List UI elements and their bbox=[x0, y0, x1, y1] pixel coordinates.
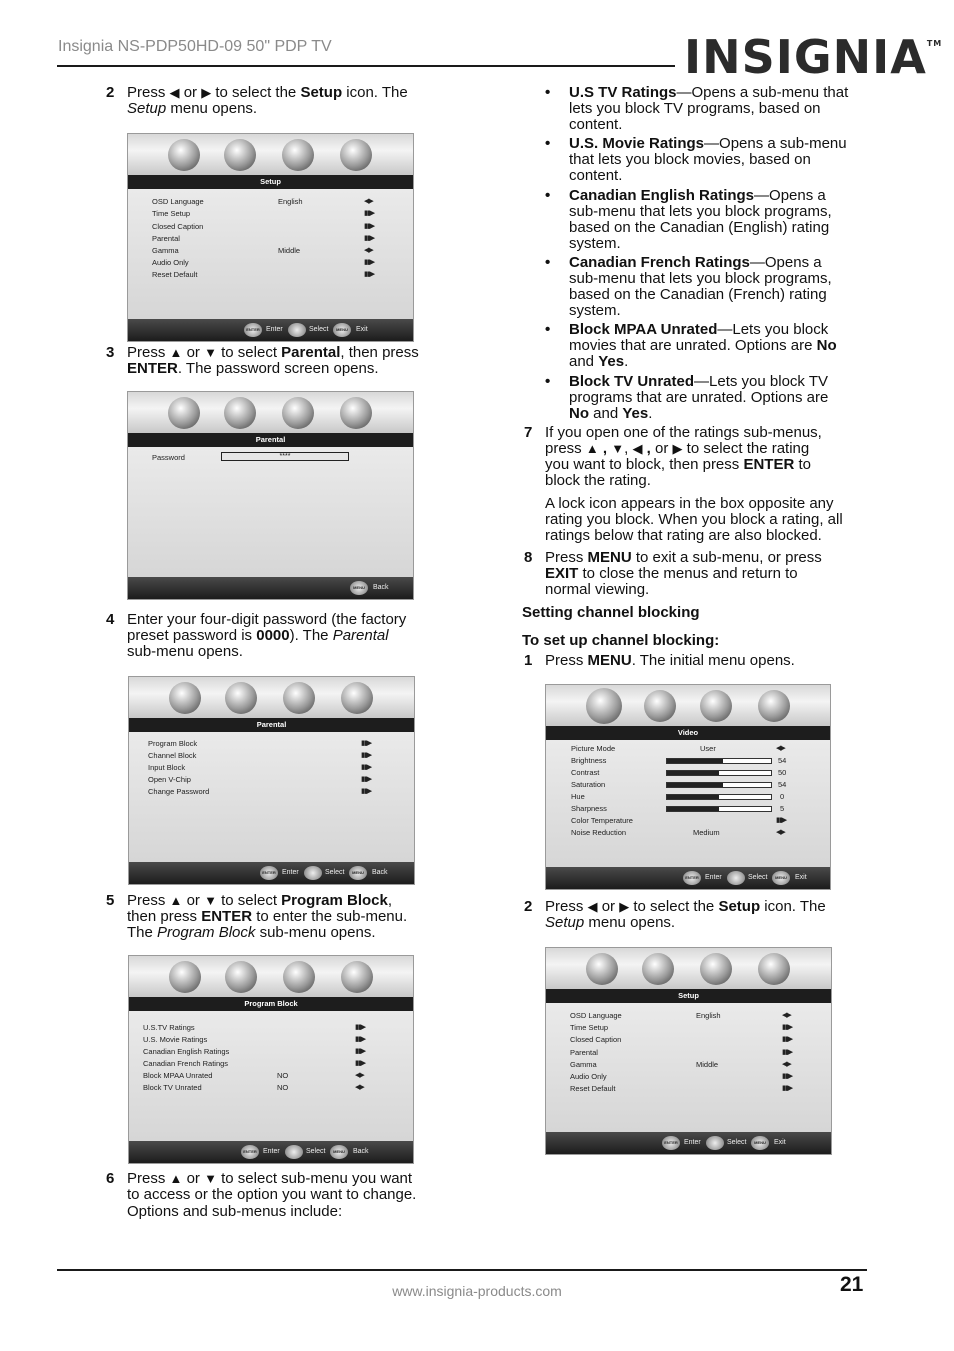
dpad-icon bbox=[706, 1136, 724, 1150]
menu-footer: ENTER Enter Select MENU Exit bbox=[128, 319, 413, 341]
up-arrow-icon: ▲ bbox=[169, 893, 183, 908]
left-right-arrows-icon: ◀▶ bbox=[782, 1012, 791, 1019]
menu-icon-strip bbox=[128, 134, 413, 175]
menu-value: 0 bbox=[780, 792, 785, 801]
right-arrow-icon: ▶ bbox=[672, 441, 683, 456]
menu-footer: ENTER Enter Select MENU Back bbox=[129, 1141, 413, 1163]
step-7-block-rating: 7 If you open one of the ratings sub-menus, press ▲ , ▼, ◀ , or ▶ to select the rating you want to block, then press ENTER to block the rating. A lock icon appears in the box opposite any rating you block. When you block a rating, all ratings below that rating are also blocked. bbox=[524, 424, 843, 544]
submenu-arrow-icon: ▮▮▶ bbox=[364, 271, 375, 278]
bullet-us-movie-ratings: • U.S. Movie Ratings—Opens a sub-menu that lets you block movies, based on content. bbox=[545, 135, 847, 184]
menu-value: 50 bbox=[778, 768, 787, 777]
menu-row: Gamma bbox=[570, 1060, 597, 1069]
step-2-setup: 2 Press ◀ or ▶ to select the Setup icon. The Setup menu opens. bbox=[106, 84, 408, 117]
menu-row: Picture Mode bbox=[571, 744, 616, 753]
menu-row: Input Block bbox=[148, 763, 186, 772]
program-block-menu-screenshot bbox=[128, 955, 414, 1164]
menu-footer: ENTER Enter Select MENU Exit bbox=[546, 1132, 831, 1154]
left-right-arrows-icon: ◀▶ bbox=[364, 247, 373, 254]
left-right-arrows-icon: ◀▶ bbox=[776, 829, 785, 836]
menu-title: Parental bbox=[129, 718, 414, 732]
menu-value: Middle bbox=[278, 246, 301, 255]
menu-value: NO bbox=[277, 1071, 289, 1080]
password-label: Password bbox=[152, 453, 185, 462]
setup-icon bbox=[340, 139, 372, 171]
setup-icon bbox=[341, 961, 373, 993]
menu-row: Reset Default bbox=[570, 1084, 616, 1093]
menu-button-icon: MENU bbox=[350, 581, 368, 595]
submenu-arrow-icon: ▮▮▶ bbox=[361, 752, 372, 759]
audio-icon bbox=[642, 953, 674, 985]
channel-icon bbox=[283, 961, 315, 993]
audio-icon bbox=[644, 690, 676, 722]
menu-row: Program Block bbox=[148, 739, 198, 748]
menu-row: Change Password bbox=[148, 787, 210, 796]
video-icon bbox=[586, 953, 618, 985]
section-heading: Setting channel blocking bbox=[522, 604, 700, 621]
setup-icon bbox=[758, 690, 790, 722]
video-icon bbox=[586, 688, 622, 724]
up-arrow-icon: ▲ bbox=[169, 1171, 183, 1186]
right-arrow-icon: ▶ bbox=[619, 899, 630, 914]
menu-value: English bbox=[278, 197, 303, 206]
menu-title: Video bbox=[546, 726, 830, 740]
submenu-arrow-icon: ▮▮▶ bbox=[361, 764, 372, 771]
down-arrow-icon: ▼ bbox=[611, 441, 625, 456]
channel-icon bbox=[700, 953, 732, 985]
video-icon bbox=[169, 682, 201, 714]
menu-row: Block TV Unrated bbox=[143, 1083, 202, 1092]
menu-row: Closed Caption bbox=[570, 1035, 622, 1044]
channel-icon bbox=[283, 682, 315, 714]
left-right-arrows-icon: ◀▶ bbox=[782, 1061, 791, 1068]
menu-row: Contrast bbox=[571, 768, 600, 777]
submenu-arrow-icon: ▮▮▶ bbox=[782, 1049, 793, 1056]
menu-icon-strip bbox=[546, 948, 831, 989]
brightness-slider[interactable] bbox=[666, 758, 772, 764]
enter-button-icon: ENTER bbox=[683, 871, 701, 885]
left-right-arrows-icon: ◀▶ bbox=[776, 745, 785, 752]
left-arrow-icon: ◀ bbox=[632, 441, 643, 456]
down-arrow-icon: ▼ bbox=[204, 893, 217, 908]
menu-footer: ENTER Enter Select MENU Back bbox=[129, 862, 414, 884]
submenu-arrow-icon: ▮▮▶ bbox=[782, 1073, 793, 1080]
menu-row: Parental bbox=[152, 234, 180, 243]
menu-value: 54 bbox=[778, 756, 787, 765]
setup-icon bbox=[758, 953, 790, 985]
menu-row: Open V-Chip bbox=[148, 775, 191, 784]
submenu-arrow-icon: ▮▮▶ bbox=[364, 210, 375, 217]
footer-rule bbox=[57, 1269, 867, 1271]
video-icon bbox=[168, 139, 200, 171]
setup-menu-screenshot-right bbox=[545, 947, 832, 1155]
left-right-arrows-icon: ◀▶ bbox=[355, 1084, 364, 1091]
menu-icon-strip bbox=[546, 685, 830, 726]
menu-row: Noise Reduction bbox=[571, 828, 627, 837]
step-1-menu: 1 Press MENU. The initial menu opens. bbox=[524, 652, 795, 669]
menu-row: Gamma bbox=[152, 246, 179, 255]
down-arrow-icon: ▼ bbox=[204, 345, 217, 360]
submenu-arrow-icon: ▮▮▶ bbox=[361, 740, 372, 747]
left-arrow-icon: ◀ bbox=[587, 899, 598, 914]
menu-footer: ENTER Enter Select MENU Exit bbox=[546, 867, 830, 889]
channel-icon bbox=[700, 690, 732, 722]
menu-value: Middle bbox=[696, 1060, 719, 1069]
submenu-arrow-icon: ▮▮▶ bbox=[782, 1085, 793, 1092]
menu-row: Closed Caption bbox=[152, 222, 204, 231]
up-arrow-icon: ▲ bbox=[169, 345, 183, 360]
running-header: Insignia NS-PDP50HD-09 50" PDP TV bbox=[58, 38, 332, 55]
menu-row: Parental bbox=[570, 1048, 598, 1057]
dpad-icon bbox=[727, 871, 745, 885]
menu-button-icon: MENU bbox=[330, 1145, 348, 1159]
menu-row: Color Temperature bbox=[571, 816, 633, 825]
menu-value: English bbox=[696, 1011, 721, 1020]
menu-row: U.S.TV Ratings bbox=[143, 1023, 195, 1032]
menu-row: Canadian English Ratings bbox=[143, 1047, 230, 1056]
submenu-arrow-icon: ▮▮▶ bbox=[364, 235, 375, 242]
submenu-arrow-icon: ▮▮▶ bbox=[355, 1048, 366, 1055]
insignia-logo: INSIGNIA™ bbox=[684, 30, 943, 84]
submenu-arrow-icon: ▮▮▶ bbox=[355, 1024, 366, 1031]
step-3-parental: 3 Press ▲ or ▼ to select Parental, then press ENTER. The password screen opens. bbox=[106, 344, 419, 377]
bullet-block-tv-unrated: • Block TV Unrated—Lets you block TV programs that are unrated. Options are No and Yes. bbox=[545, 373, 829, 422]
video-icon bbox=[168, 397, 200, 429]
menu-button-icon: MENU bbox=[349, 866, 367, 880]
submenu-arrow-icon: ▮▮▶ bbox=[364, 223, 375, 230]
step-4-password: 4 Enter your four-digit password (the factory preset password is 0000). The Parental sub-menu opens. bbox=[106, 611, 407, 660]
dpad-icon bbox=[285, 1145, 303, 1159]
parental-menu-screenshot bbox=[128, 676, 415, 885]
menu-row: Time Setup bbox=[152, 209, 191, 218]
down-arrow-icon: ▼ bbox=[204, 1171, 217, 1186]
submenu-arrow-icon: ▮▮▶ bbox=[355, 1036, 366, 1043]
setup-menu-screenshot bbox=[127, 133, 414, 342]
menu-row: OSD Language bbox=[570, 1011, 622, 1020]
setup-icon bbox=[341, 682, 373, 714]
step-6-options: 6 Press ▲ or ▼ to select sub-menu you want to access or the option you want to change. Options and sub-menus include: bbox=[106, 1170, 417, 1220]
submenu-arrow-icon: ▮▮▶ bbox=[776, 817, 787, 824]
menu-button-icon: MENU bbox=[772, 871, 790, 885]
footer-url: www.insignia-products.com bbox=[392, 1283, 562, 1299]
menu-row: Audio Only bbox=[570, 1072, 607, 1081]
procedure-heading: To set up channel blocking: bbox=[522, 632, 720, 649]
video-menu-screenshot bbox=[545, 684, 831, 890]
bullet-block-mpaa-unrated: • Block MPAA Unrated—Lets you block movies that are unrated. Options are No and Yes. bbox=[545, 321, 837, 370]
menu-row: Canadian French Ratings bbox=[143, 1059, 229, 1068]
menu-row: Sharpness bbox=[571, 804, 607, 813]
header-rule bbox=[57, 65, 675, 67]
menu-value: Medium bbox=[693, 828, 720, 837]
menu-title: Parental bbox=[128, 433, 413, 447]
enter-button-icon: ENTER bbox=[241, 1145, 259, 1159]
menu-row: OSD Language bbox=[152, 197, 204, 206]
enter-button-icon: ENTER bbox=[662, 1136, 680, 1150]
video-icon bbox=[169, 961, 201, 993]
submenu-arrow-icon: ▮▮▶ bbox=[782, 1036, 793, 1043]
submenu-arrow-icon: ▮▮▶ bbox=[782, 1024, 793, 1031]
menu-value: User bbox=[700, 744, 716, 753]
left-arrow-icon: ◀ bbox=[169, 85, 180, 100]
menu-icon-strip bbox=[129, 677, 414, 718]
menu-row: Block MPAA Unrated bbox=[143, 1071, 213, 1080]
audio-icon bbox=[224, 139, 256, 171]
submenu-arrow-icon: ▮▮▶ bbox=[361, 776, 372, 783]
audio-icon bbox=[225, 961, 257, 993]
menu-row: Channel Block bbox=[148, 751, 197, 760]
menu-icon-strip bbox=[128, 392, 413, 433]
right-arrow-icon: ▶ bbox=[201, 85, 212, 100]
channel-icon bbox=[282, 139, 314, 171]
menu-title: Program Block bbox=[129, 997, 413, 1011]
menu-row: Reset Default bbox=[152, 270, 198, 279]
menu-button-icon: MENU bbox=[333, 323, 351, 337]
up-arrow-icon: ▲ bbox=[585, 441, 599, 456]
channel-icon bbox=[282, 397, 314, 429]
enter-button-icon: ENTER bbox=[260, 866, 278, 880]
dpad-icon bbox=[288, 323, 306, 337]
menu-title: Setup bbox=[546, 989, 831, 1003]
page-number: 21 bbox=[840, 1273, 864, 1296]
menu-row: Brightness bbox=[571, 756, 607, 765]
menu-row: Audio Only bbox=[152, 258, 189, 267]
step-5-program-block: 5 Press ▲ or ▼ to select Program Block, then press ENTER to enter the sub-menu. The Program Block sub-menu opens. bbox=[106, 892, 408, 941]
menu-value: NO bbox=[277, 1083, 289, 1092]
submenu-arrow-icon: ▮▮▶ bbox=[364, 259, 375, 266]
menu-value: 54 bbox=[778, 780, 787, 789]
menu-row: Saturation bbox=[571, 780, 606, 789]
left-right-arrows-icon: ◀▶ bbox=[355, 1072, 364, 1079]
bullet-canadian-french: • Canadian French Ratings—Opens a sub-menu that lets you block programs, based on the Canadian (French) rating system. bbox=[545, 254, 832, 319]
setup-icon bbox=[340, 397, 372, 429]
menu-row: Time Setup bbox=[570, 1023, 609, 1032]
menu-title: Setup bbox=[128, 175, 413, 189]
password-field[interactable]: **** bbox=[221, 452, 349, 461]
enter-button-icon: ENTER bbox=[244, 323, 262, 337]
contrast-slider[interactable] bbox=[666, 770, 772, 776]
menu-icon-strip bbox=[129, 956, 413, 997]
bullet-canadian-english: • Canadian English Ratings—Opens a sub-menu that lets you block programs, based on the Canadian (English) rating system. bbox=[545, 187, 832, 252]
menu-button-icon: MENU bbox=[751, 1136, 769, 1150]
submenu-arrow-icon: ▮▮▶ bbox=[355, 1060, 366, 1067]
audio-icon bbox=[224, 397, 256, 429]
left-right-arrows-icon: ◀▶ bbox=[364, 198, 373, 205]
hue-slider[interactable] bbox=[666, 794, 772, 800]
bullet-us-tv-ratings: • U.S TV Ratings—Opens a sub-menu that lets you block TV programs, based on content. bbox=[545, 84, 849, 133]
step-2-setup-right: 2 Press ◀ or ▶ to select the Setup icon. The Setup menu opens. bbox=[524, 898, 826, 931]
submenu-arrow-icon: ▮▮▶ bbox=[361, 788, 372, 795]
menu-value: 5 bbox=[780, 804, 785, 813]
menu-row: U.S. Movie Ratings bbox=[143, 1035, 208, 1044]
menu-footer: MENU Back bbox=[128, 577, 413, 599]
step-8-exit: 8 Press MENU to exit a sub-menu, or press EXIT to close the menus and return to normal viewing. bbox=[524, 549, 822, 598]
dpad-icon bbox=[304, 866, 322, 880]
menu-row: Hue bbox=[571, 792, 585, 801]
sharpness-slider[interactable] bbox=[666, 806, 772, 812]
saturation-slider[interactable] bbox=[666, 782, 772, 788]
password-screen-screenshot bbox=[127, 391, 414, 600]
audio-icon bbox=[225, 682, 257, 714]
